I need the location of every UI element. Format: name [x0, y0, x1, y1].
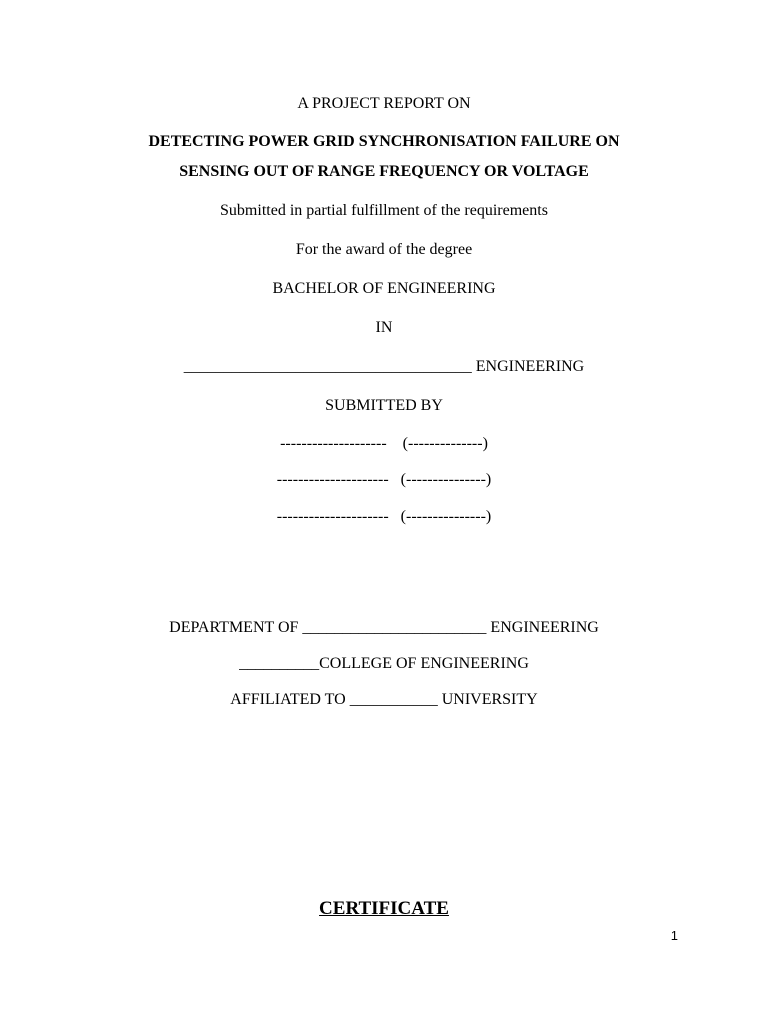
branch-line: ____________________________________ ENGINEERING	[183, 358, 585, 375]
student-entry-1: -------------------- (--------------)	[280, 435, 488, 452]
in-label: IN	[375, 319, 393, 336]
student-entry-3: --------------------- (---------------)	[276, 508, 492, 525]
department-line: DEPARTMENT OF _______________________ ENGINEERING	[169, 619, 599, 636]
certificate-heading: CERTIFICATE	[319, 898, 449, 919]
submitted-by-label: SUBMITTED BY	[325, 397, 443, 414]
submission-note: Submitted in partial fulfillment of the requirements	[220, 202, 548, 219]
degree-name: BACHELOR OF ENGINEERING	[272, 280, 496, 297]
report-heading: A PROJECT REPORT ON	[297, 95, 471, 112]
page-number: 1	[670, 928, 678, 943]
award-note: For the award of the degree	[295, 241, 473, 258]
project-title-line-2: SENSING OUT OF RANGE FREQUENCY OR VOLTAGE	[179, 163, 589, 180]
student-entry-2: --------------------- (---------------)	[276, 471, 492, 488]
project-title-line-1: DETECTING POWER GRID SYNCHRONISATION FAILURE ON	[148, 133, 620, 150]
college-line: __________COLLEGE OF ENGINEERING	[239, 655, 529, 672]
affiliation-line: AFFILIATED TO ___________ UNIVERSITY	[230, 691, 538, 708]
